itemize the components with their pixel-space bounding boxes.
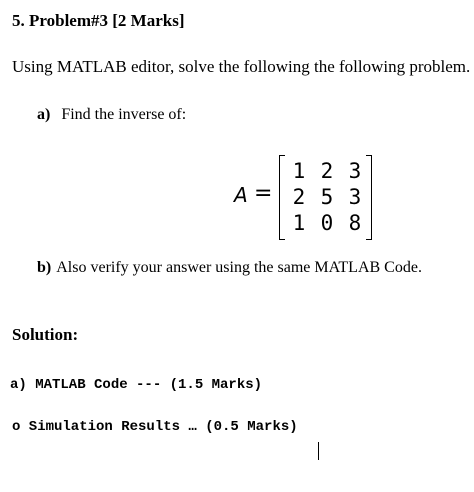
part-a	[37, 106, 186, 124]
problem-intro: Using MATLAB editor, solve the following the following problem.	[12, 57, 471, 76]
text-cursor-icon	[318, 442, 319, 460]
part-a-text: Find the inverse of:	[61, 106, 187, 123]
matrix-cell: 2	[320, 159, 334, 183]
problem-heading: 5. Problem#3 [2 Marks]	[12, 11, 185, 30]
solution-label: Solution:	[12, 325, 79, 344]
matrix-cell: 1	[292, 211, 306, 235]
matrix-cell: 2	[292, 185, 306, 209]
matrix-cell: 5	[320, 185, 334, 209]
part-b	[37, 259, 422, 277]
simulation-results-line: o Simulation Results … (0.5 Marks)	[12, 419, 298, 435]
part-b-label: b)	[37, 259, 52, 276]
matrix-left-bracket	[279, 155, 285, 240]
matrix-cell: 0	[320, 211, 334, 235]
matrix-cell: 1	[292, 159, 306, 183]
matrix-cell: 8	[348, 211, 362, 235]
matrix-right-bracket	[366, 155, 372, 240]
matrix-equals-sign: =	[254, 181, 273, 206]
matrix-cell: 3	[348, 159, 362, 183]
matlab-code-line: a) MATLAB Code --- (1.5 Marks)	[10, 377, 263, 393]
part-b-text: Also verify your answer using the same MATLAB Code.	[56, 259, 422, 276]
part-a-label: a)	[37, 106, 51, 123]
matrix-name: A	[234, 183, 248, 207]
matrix-cell: 3	[348, 185, 362, 209]
